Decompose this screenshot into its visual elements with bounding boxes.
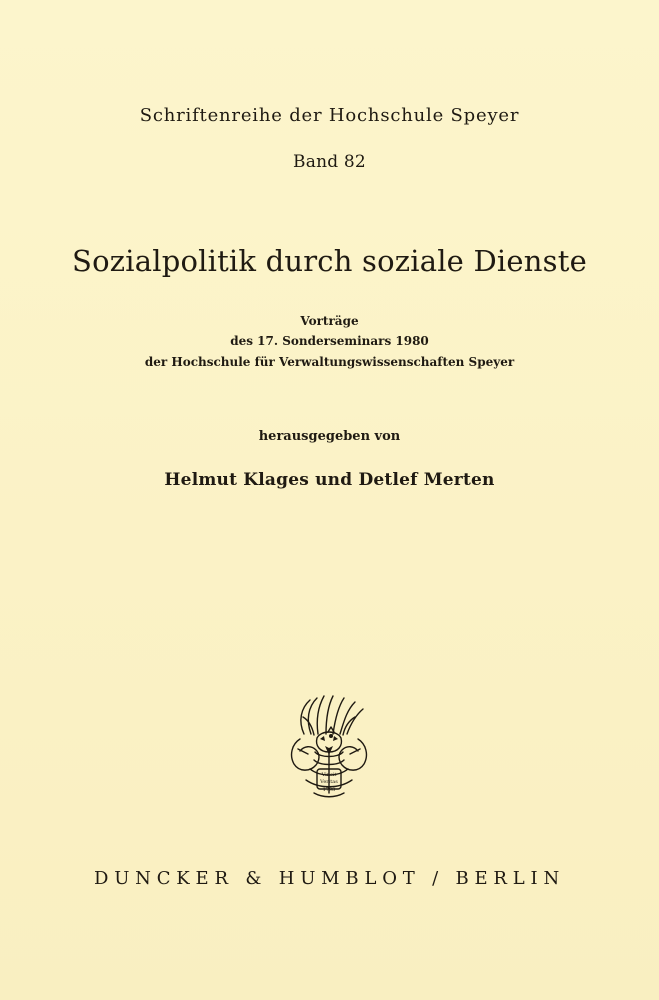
editor-label: herausgegeben von — [258, 429, 401, 444]
series-title: Schriftenreihe der Hochschule Speyer — [139, 105, 520, 126]
book-title: Sozialpolitik durch soziale Dienste — [72, 244, 587, 278]
eagle-emblem-icon — [286, 692, 372, 802]
editor-names: Helmut Klages und Detlef Merten — [164, 470, 495, 490]
logo-motto-line-2: Veritas — [320, 779, 338, 785]
volume-number: Band 82 — [293, 152, 366, 172]
logo-motto-line-1: Vincit — [321, 772, 337, 778]
publisher-imprint: DUNCKER & HUMBLOT / BERLIN — [93, 868, 565, 889]
logo-year: 1798 — [322, 787, 336, 793]
subtitle-line-3: der Hochschule für Verwaltungswissenschaften Speyer — [144, 355, 515, 369]
subtitle-line-1: Vorträge — [300, 314, 359, 328]
subtitle-line-2: des 17. Sonderseminars 1980 — [230, 334, 429, 348]
